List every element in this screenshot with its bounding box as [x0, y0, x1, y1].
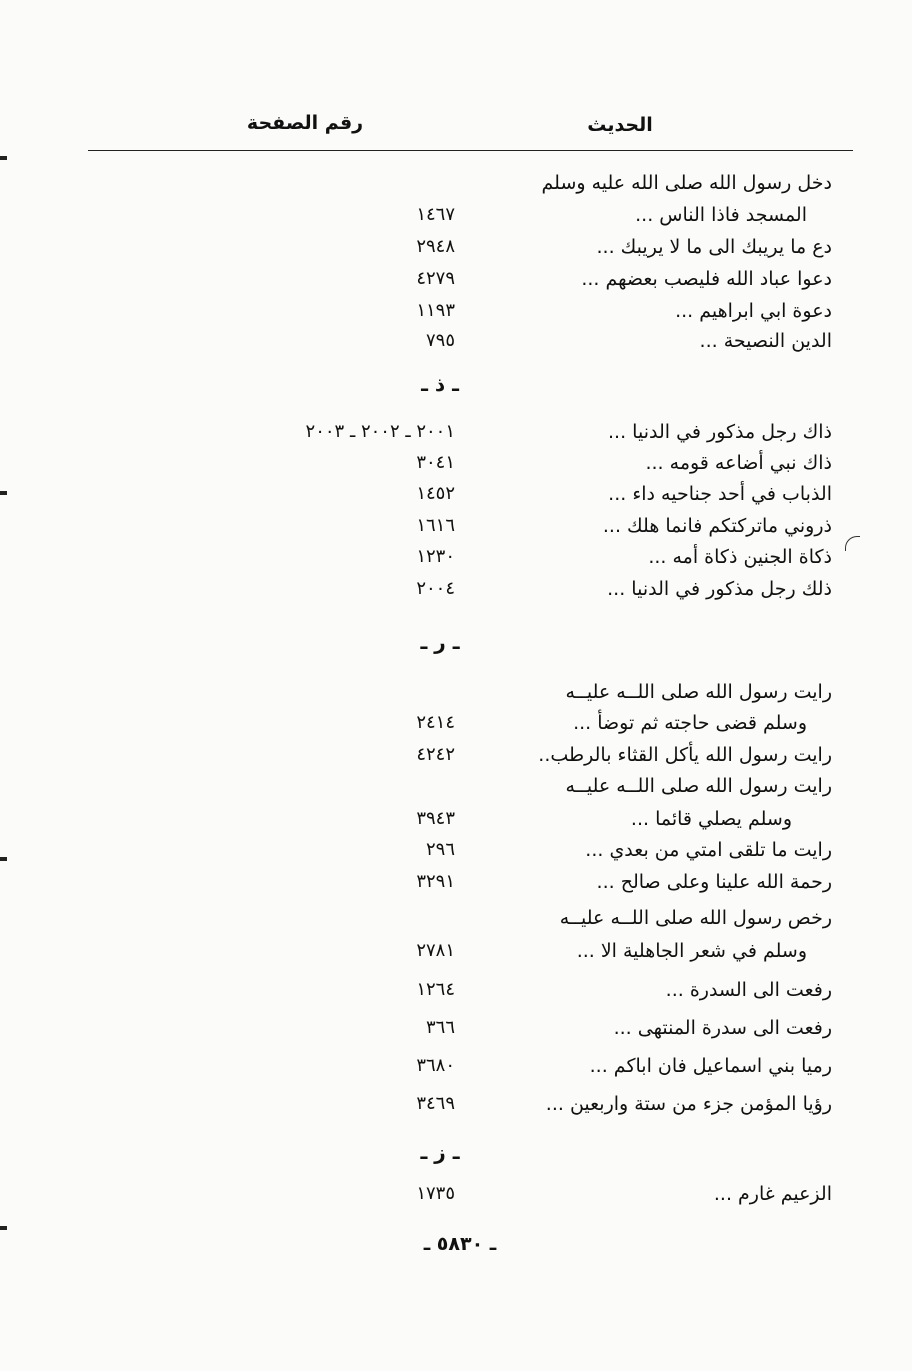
hadith-text: رحمة الله علينا وعلى صالح ... — [596, 871, 832, 893]
index-entry — [0, 478, 912, 510]
page-number: ٣٠٤١ — [416, 452, 455, 473]
index-entry — [0, 199, 912, 231]
hadith-text: رفعت الى السدرة ... — [665, 979, 832, 1001]
index-entry — [0, 541, 912, 573]
hadith-text: دع ما يريبك الى ما لا يريبك ... — [596, 236, 832, 258]
hadith-text: رايت ما تلقى امتي من بعدي ... — [585, 839, 832, 861]
index-entry — [0, 167, 912, 199]
page-number: ٤٢٤٢ — [416, 744, 455, 765]
page-number: ٤٢٧٩ — [416, 268, 455, 289]
index-entry — [0, 974, 912, 1006]
hadith-column-header: الحديث — [587, 114, 653, 136]
page-number: ٢٠٠١ ـ ٢٠٠٢ ـ ٢٠٠٣ — [305, 421, 455, 442]
index-entry — [0, 416, 912, 448]
index-entry — [0, 770, 912, 802]
index-entry — [0, 573, 912, 605]
index-entry — [0, 1088, 912, 1120]
section-heading — [0, 368, 912, 400]
hadith-text: رخص رسول الله صلى اللــه عليــه — [559, 907, 832, 929]
hadith-text: ذلك رجل مذكور في الدنيا ... — [607, 578, 832, 600]
index-entry — [0, 1012, 912, 1044]
page-footer-number: ـ ٥٨٣٠ ـ — [423, 1233, 497, 1255]
hadith-text: المسجد فاذا الناس ... — [635, 204, 807, 226]
hadith-text: رؤيا المؤمن جزء من ستة واربعين ... — [545, 1093, 832, 1115]
page-number: ٣٤٦٩ — [416, 1093, 455, 1114]
hadith-text: رايت رسول الله يأكل القثاء بالرطب.. — [538, 744, 832, 766]
index-entry — [0, 902, 912, 934]
index-entry — [0, 739, 912, 771]
index-entry — [0, 295, 912, 327]
index-entry — [0, 231, 912, 263]
hadith-text: دعوة ابي ابراهيم ... — [675, 300, 832, 322]
page-number: ٣٢٩١ — [416, 871, 455, 892]
section-letter: ـ ز ـ — [420, 1140, 460, 1164]
page-number: ١٢٦٤ — [416, 979, 455, 1000]
hadith-text: وسلم في شعر الجاهلية الا ... — [576, 940, 807, 962]
page-number: ٢٤١٤ — [416, 712, 455, 733]
page-number: ١٧٣٥ — [416, 1183, 455, 1204]
page-number: ٣٩٤٣ — [416, 808, 455, 829]
section-heading — [0, 1136, 912, 1168]
index-entry — [0, 1178, 912, 1210]
hadith-text: ذاك رجل مذكور في الدنيا ... — [608, 421, 832, 443]
page-number: ١٤٥٢ — [416, 483, 455, 504]
section-letter: ـ ذ ـ — [421, 372, 459, 396]
hadith-text: ذاك نبي أضاعه قومه ... — [645, 452, 832, 474]
hadith-text: وسلم قضى حاجته ثم توضأ ... — [573, 712, 807, 734]
page-number: ٢٧٨١ — [416, 940, 455, 961]
margin-mark — [0, 156, 7, 160]
index-entry — [0, 866, 912, 898]
index-entry — [0, 935, 912, 967]
margin-mark — [0, 491, 7, 495]
section-heading — [0, 626, 912, 658]
page-number: ١٦١٦ — [416, 515, 455, 536]
index-entry — [0, 263, 912, 295]
hadith-text: دخل رسول الله صلى الله عليه وسلم — [541, 172, 832, 194]
hadith-text: الدين النصيحة ... — [699, 330, 832, 352]
page-number: ٢٩٤٨ — [416, 236, 455, 257]
page-number: ١٤٦٧ — [416, 204, 455, 225]
index-entry — [0, 325, 912, 357]
index-entry — [0, 676, 912, 708]
margin-mark — [0, 857, 7, 861]
hadith-text: رميا بني اسماعيل فان اباكم ... — [589, 1055, 832, 1077]
hadith-text: دعوا عباد الله فليصب بعضهم ... — [581, 268, 832, 290]
hadith-text: وسلم يصلي قائما ... — [630, 808, 792, 830]
hadith-text: رايت رسول الله صلى اللــه عليــه — [565, 681, 832, 703]
page-number: ٣٦٨٠ — [416, 1055, 455, 1076]
page-number: ٧٩٥ — [425, 330, 455, 351]
index-entry — [0, 707, 912, 739]
index-entry — [0, 803, 912, 835]
index-entry — [0, 447, 912, 479]
hadith-text: الذباب في أحد جناحيه داء ... — [608, 483, 832, 505]
section-letter: ـ ر ـ — [420, 630, 460, 654]
index-entry — [0, 834, 912, 866]
page-number: ٢٠٠٤ — [416, 578, 455, 599]
page-number: ١٢٣٠ — [416, 546, 455, 567]
hadith-text: رايت رسول الله صلى اللــه عليــه — [565, 775, 832, 797]
hadith-text: ذكاة الجنين ذكاة أمه ... — [648, 546, 832, 568]
page-number-column-header: رقم الصفحة — [246, 112, 364, 134]
page-number: ٣٦٦ — [425, 1017, 455, 1038]
page-number: ١١٩٣ — [416, 300, 455, 321]
index-entry — [0, 1050, 912, 1082]
hadith-text: رفعت الى سدرة المنتهى ... — [613, 1017, 832, 1039]
margin-mark — [0, 1226, 7, 1230]
hadith-text: ذروني ماتركتكم فانما هلك ... — [602, 515, 832, 537]
page-number: ٢٩٦ — [425, 839, 455, 860]
hadith-text: الزعيم غارم ... — [713, 1183, 832, 1205]
index-entry — [0, 510, 912, 542]
